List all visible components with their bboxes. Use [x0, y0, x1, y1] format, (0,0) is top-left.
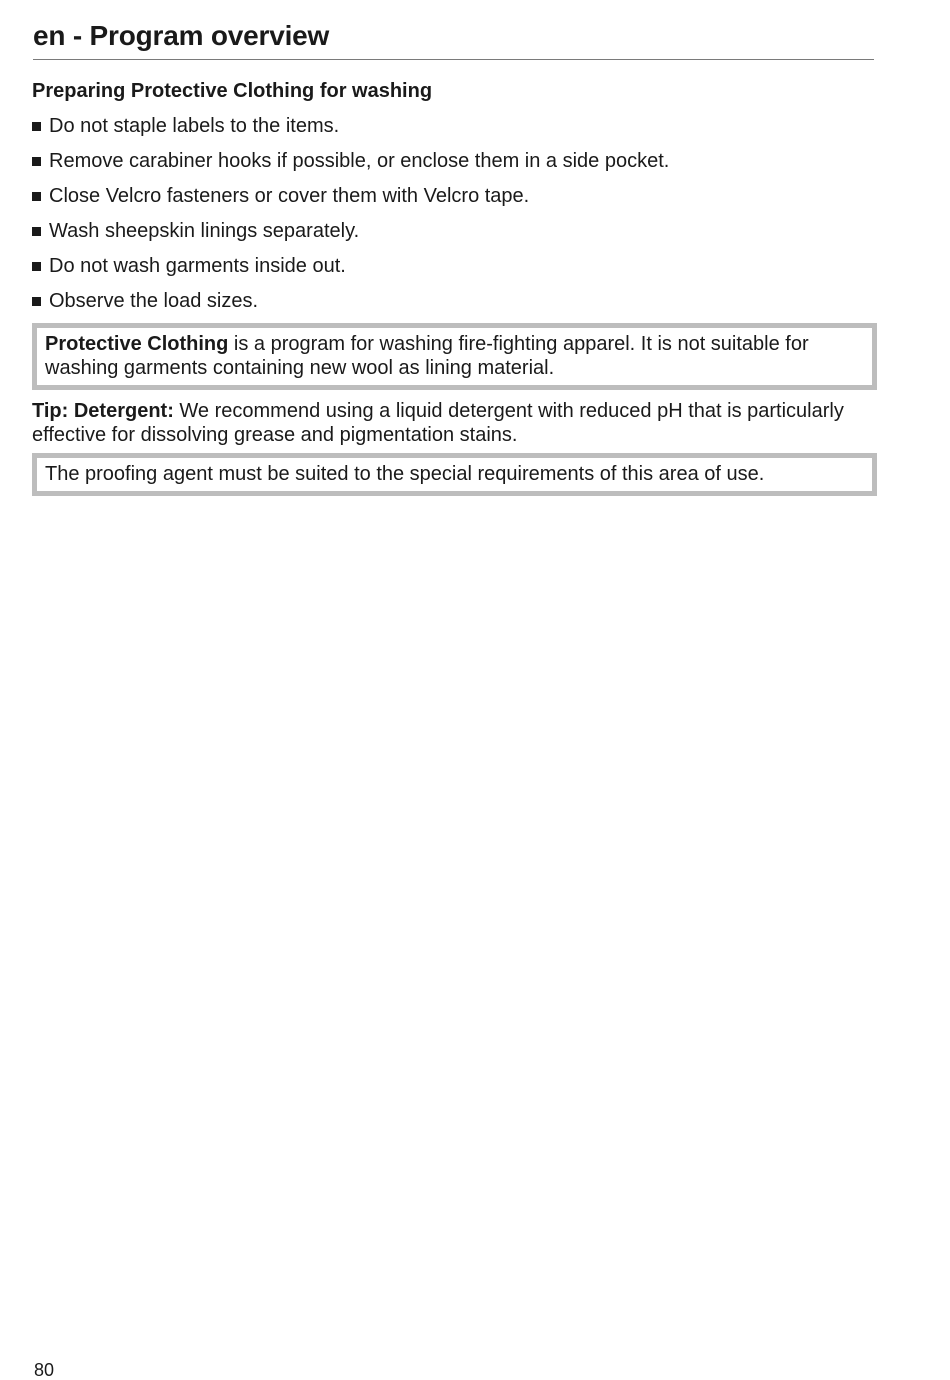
list-item — [32, 113, 877, 139]
square-bullet-icon — [32, 122, 41, 131]
list-item-text: Remove carabiner hooks if possible, or enclose them in a side pocket. — [49, 150, 670, 172]
detergent-tip — [32, 399, 862, 447]
page-title: en - Program overview — [33, 20, 330, 51]
proofing-agent-note — [32, 453, 877, 496]
list-item — [32, 218, 877, 244]
list-item — [32, 253, 877, 279]
note-text: is a program for washing fire-fighting apparel. It is not suitable for washing garments containing new wool as lining material. — [45, 333, 809, 379]
preparation-list — [32, 113, 877, 314]
list-item-text: Observe the load sizes. — [49, 290, 258, 312]
square-bullet-icon — [32, 192, 41, 201]
tip-text: We recommend using a liquid detergent with reduced pH that is particularly effective for dissolving grease and pigmentation stains. — [32, 400, 844, 446]
list-item-text: Do not staple labels to the items. — [49, 115, 340, 137]
list-item — [32, 288, 877, 314]
note-text: The proofing agent must be suited to the special requirements of this area of use. — [45, 463, 765, 485]
tip-label: Tip: Detergent: — [32, 400, 174, 422]
list-item — [32, 148, 877, 174]
square-bullet-icon — [32, 262, 41, 271]
main-content — [32, 78, 877, 505]
section-heading: Preparing Protective Clothing for washing — [32, 80, 433, 102]
square-bullet-icon — [32, 157, 41, 166]
page-header — [33, 18, 874, 60]
page-number: 80 — [34, 1360, 55, 1380]
protective-clothing-note — [32, 323, 877, 390]
square-bullet-icon — [32, 297, 41, 306]
note-bold-term: Protective Clothing — [45, 333, 229, 355]
square-bullet-icon — [32, 227, 41, 236]
list-item — [32, 183, 877, 209]
list-item-text: Wash sheepskin linings separately. — [49, 220, 360, 242]
list-item-text: Close Velcro fasteners or cover them with Velcro tape. — [49, 185, 530, 207]
list-item-text: Do not wash garments inside out. — [49, 255, 346, 277]
